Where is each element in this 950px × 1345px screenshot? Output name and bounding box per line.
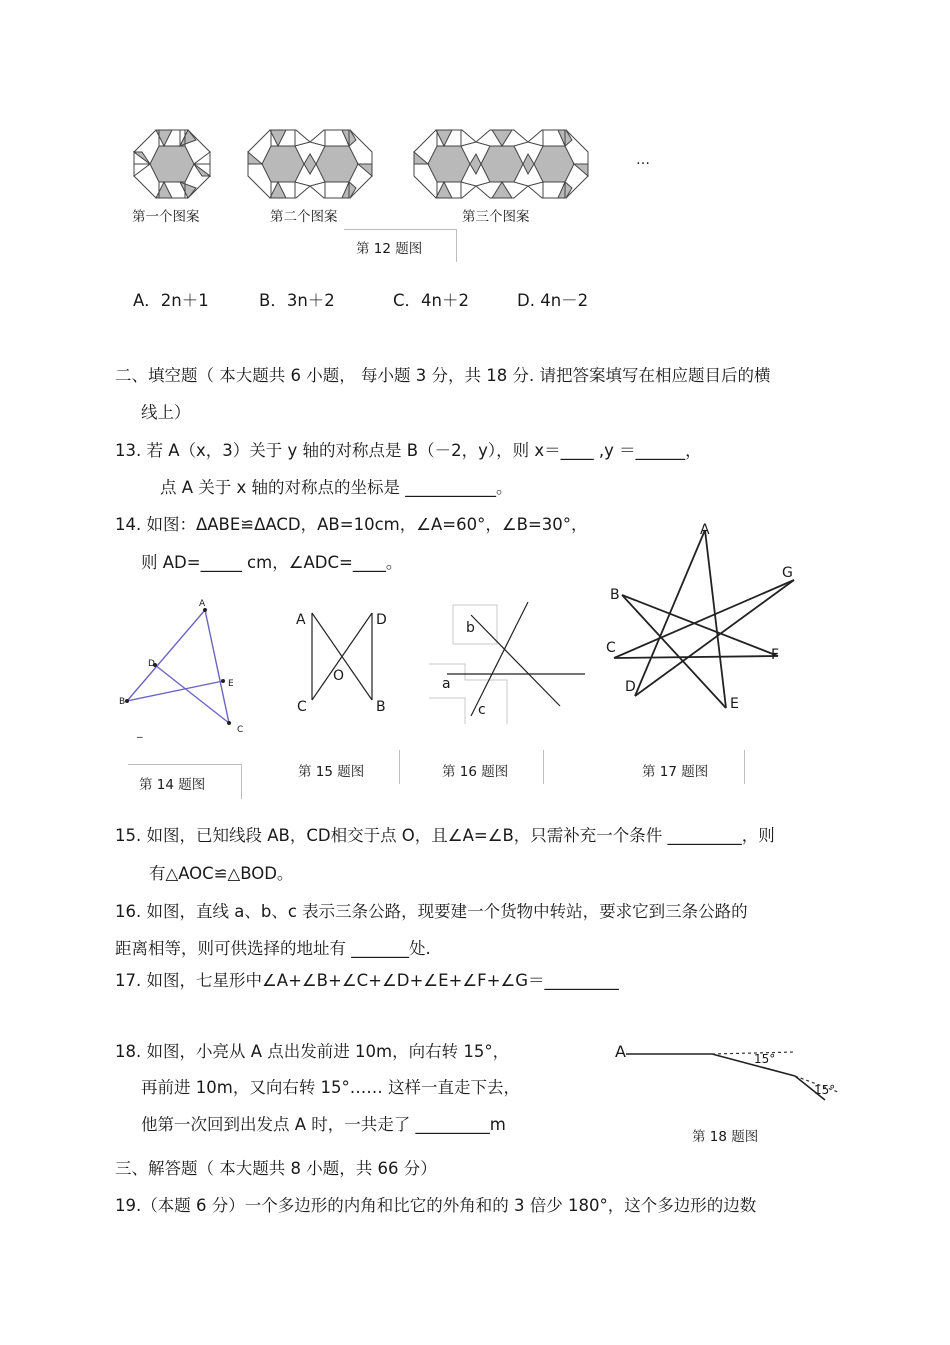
fig14-diagram bbox=[115, 595, 255, 740]
fig12-caption-1: 第一个图案 bbox=[132, 209, 200, 225]
fig15-title: 第 15 题图 bbox=[298, 764, 365, 780]
fig15-label-d: D bbox=[376, 612, 387, 628]
fig16-label-c: c bbox=[478, 702, 486, 718]
fig12-caption-2: 第二个图案 bbox=[270, 209, 338, 225]
fig16-diagram bbox=[425, 600, 590, 730]
fig14-label-d: D bbox=[148, 659, 155, 669]
fig12-pattern-2 bbox=[246, 124, 376, 204]
q15-line1: 15. 如图，已知线段 AB，CD相交于点 O，且∠A=∠B，只需补充一个条件 _________，则 bbox=[115, 826, 775, 845]
section3-heading: 三、解答题（ 本大题共 8 小题，共 66 分） bbox=[115, 1159, 437, 1178]
fig15-divider bbox=[399, 750, 401, 784]
q14-line2: 则 AD=_____ cm，∠ADC=____。 bbox=[141, 553, 403, 572]
fig14-title: 第 14 题图 bbox=[139, 777, 206, 793]
fig16-divider bbox=[543, 750, 545, 784]
fig16-label-b: b bbox=[466, 620, 475, 636]
fig15-label-o: O bbox=[333, 668, 345, 684]
q16-line2: 距离相等，则可供选择的地址有 _______处. bbox=[115, 939, 431, 958]
fig15-label-c: C bbox=[297, 699, 307, 715]
fig17-title: 第 17 题图 bbox=[642, 764, 709, 780]
q12-option-d: D. 4n－2 bbox=[517, 291, 589, 310]
fig16-label-a: a bbox=[442, 676, 451, 692]
q18-line1: 18. 如图，小亮从 A 点出发前进 10m，向右转 15°， bbox=[115, 1042, 510, 1061]
fig18-angle-2: 15° bbox=[814, 1083, 836, 1097]
fig15-label-a: A bbox=[296, 612, 306, 628]
section2-heading-cont: 线上） bbox=[141, 403, 191, 422]
q17-line1: 17. 如图，七星形中∠A+∠B+∠C+∠D+∠E+∠F+∠G＝_________ bbox=[115, 971, 619, 990]
fig17-label-c: C bbox=[606, 640, 616, 656]
q13-line1: 13. 若 A（x，3）关于 y 轴的对称点是 B（－2，y），则 x＝____ ,y ＝______， bbox=[115, 441, 702, 460]
q14-line1: 14. 如图：ΔABE≌ΔACD，AB=10cm，∠A=60°，∠B=30°， bbox=[115, 515, 588, 534]
q12-option-a: A．2n＋1 bbox=[133, 291, 209, 310]
fig18-diagram bbox=[620, 1040, 840, 1110]
fig12-pattern-1 bbox=[130, 124, 214, 204]
fig17-label-a: A bbox=[700, 522, 710, 538]
q12-option-b: B．3n＋2 bbox=[259, 291, 335, 310]
q19-line1: 19.（本题 6 分）一个多边形的内角和比它的外角和的 3 倍少 180°，这个多边形的边数 bbox=[115, 1196, 757, 1215]
fig14-mark: _ bbox=[137, 725, 143, 738]
fig15-label-b: B bbox=[376, 699, 386, 715]
q18-line3: 他第一次回到出发点 A 时，一共走了 _________m bbox=[141, 1115, 506, 1134]
section2-heading: 二、填空题（ 本大题共 6 小题， 每小题 3 分，共 18 分. 请把答案填写在相应题目后的横 bbox=[115, 366, 771, 385]
q12-option-c: C．4n＋2 bbox=[393, 291, 469, 310]
fig17-label-g: G bbox=[782, 565, 793, 581]
q16-line1: 16. 如图，直线 a、b、c 表示三条公路，现要建一个货物中转站，要求它到三条公路的 bbox=[115, 902, 748, 921]
fig14-label-c: C bbox=[237, 725, 244, 735]
fig18-point-a: A bbox=[615, 1042, 626, 1061]
fig18-title: 第 18 题图 bbox=[692, 1129, 759, 1145]
q18-line2: 再前进 10m，又向右转 15°…… 这样一直走下去， bbox=[141, 1078, 521, 1097]
fig18-angle-1: 15° bbox=[754, 1052, 776, 1066]
q13-line2: 点 A 关于 x 轴的对称点的坐标是 ___________。 bbox=[160, 478, 513, 497]
fig14-label-a: A bbox=[199, 599, 206, 609]
fig12-pattern-3 bbox=[412, 124, 592, 204]
fig14-label-e: E bbox=[228, 679, 234, 689]
fig17-label-e: E bbox=[730, 696, 739, 712]
fig12-ellipsis: … bbox=[636, 152, 650, 168]
fig12-title: 第 12 题图 bbox=[356, 241, 423, 257]
fig17-divider bbox=[744, 750, 746, 784]
fig17-label-b: B bbox=[610, 587, 620, 603]
fig17-label-f: F bbox=[771, 647, 780, 663]
q15-line2: 有△AOC≌△BOD。 bbox=[149, 864, 294, 883]
fig12-caption-3: 第三个图案 bbox=[462, 209, 530, 225]
fig14-label-b: B bbox=[119, 697, 126, 707]
fig16-title: 第 16 题图 bbox=[442, 764, 509, 780]
fig17-label-d: D bbox=[625, 679, 636, 695]
